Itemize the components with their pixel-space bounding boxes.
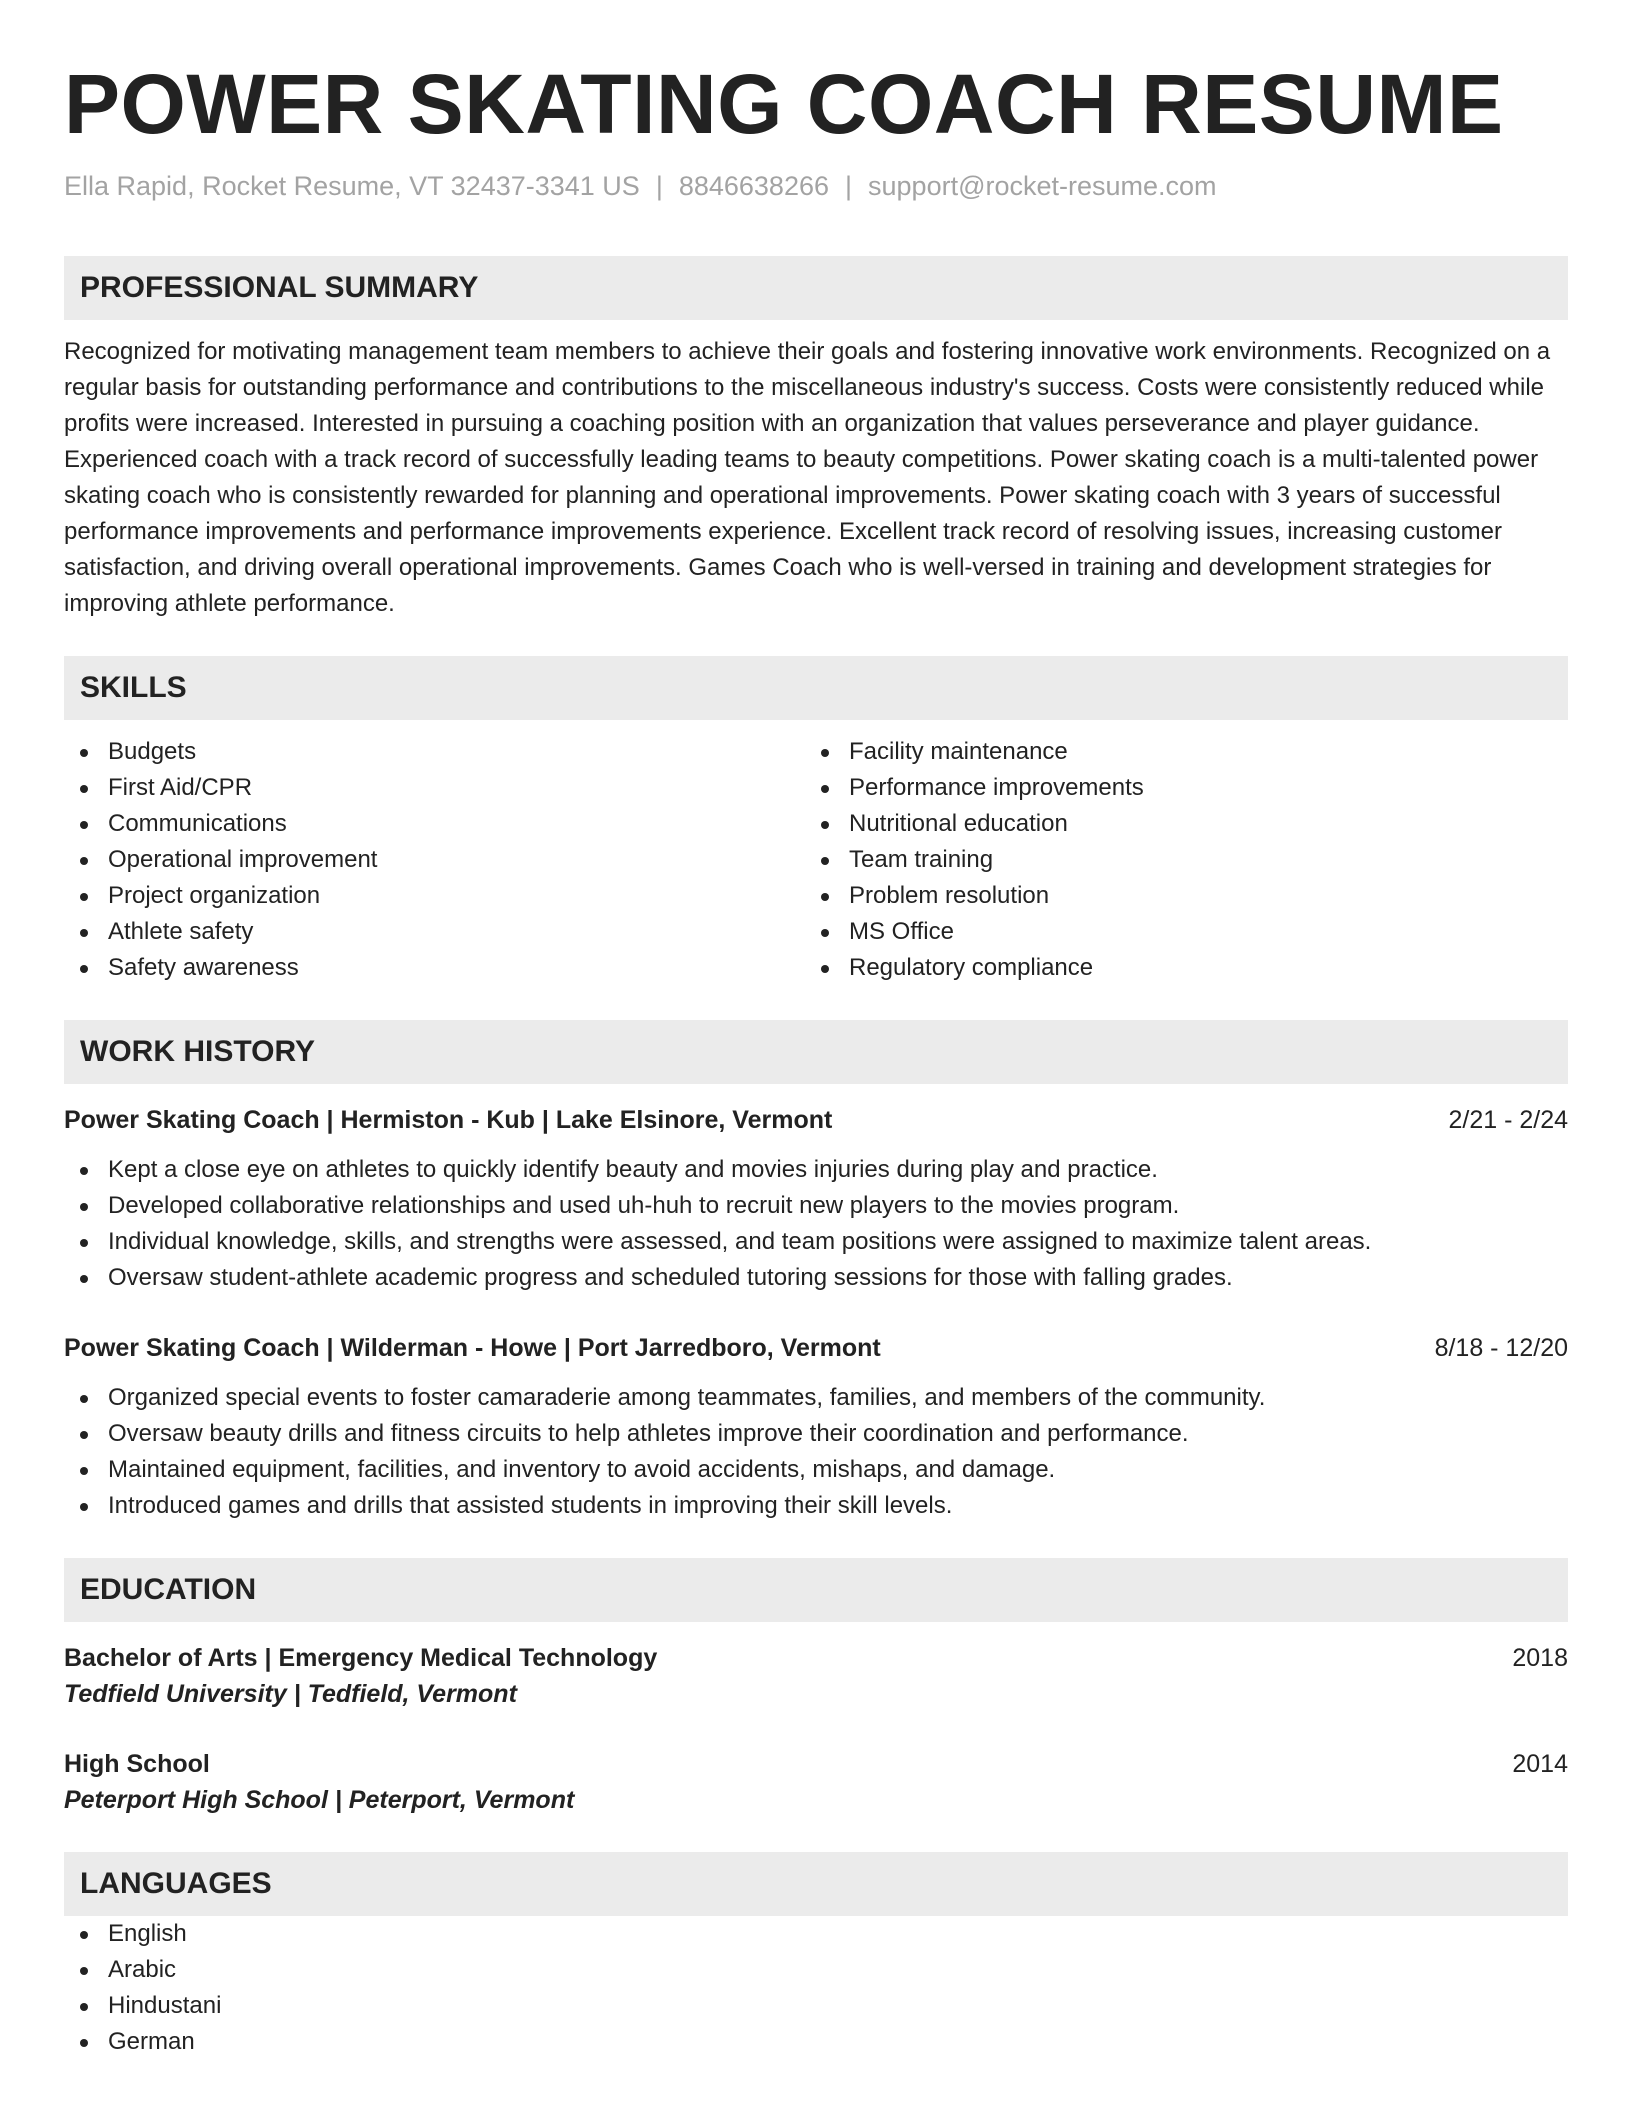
skill-item: Budgets <box>64 734 805 770</box>
skill-item: Facility maintenance <box>805 734 1546 770</box>
education-school: Peterport High School | Peterport, Vermont <box>64 1786 575 1814</box>
job-bullet: Introduced games and drills that assisted students in improving their skill levels. <box>64 1488 1568 1524</box>
section-heading-work-history: WORK HISTORY <box>64 1020 1568 1084</box>
job-bullets <box>64 1380 1568 1524</box>
job-bullet: Maintained equipment, facilities, and inventory to avoid accidents, mishaps, and damage. <box>64 1452 1568 1488</box>
skill-item: Athlete safety <box>64 914 805 950</box>
education-header <box>64 1746 1568 1782</box>
contact-address: Ella Rapid, Rocket Resume, VT 32437-3341 US <box>64 171 640 201</box>
education-year: 2018 <box>1512 1644 1568 1672</box>
skill-item: MS Office <box>805 914 1546 950</box>
job-entry <box>64 1330 1568 1524</box>
summary-text: Recognized for motivating management team members to achieve their goals and fostering innovative work environments. Recognized on a regular basis for outstanding performance and contributions to the miscellaneous industry's success. Costs were consistently reduced while profits were increased. Interested in pursuing a coaching position with an organization that values perseverance and player guidance. Experienced coach with a track record of successfully leading teams to beauty competitions. Power skating coach is a multi-talented power skating coach who is consistently rewarded for planning and operational improvements. Power skating coach with 3 years of successful performance improvements and performance improvements experience. Excellent track record of resolving issues, increasing customer satisfaction, and driving overall operational improvements. Games Coach who is well-versed in training and development strategies for improving athlete performance. <box>64 338 1551 617</box>
skill-item: Team training <box>805 842 1546 878</box>
skills-column-right <box>805 734 1546 986</box>
skill-item: Nutritional education <box>805 806 1546 842</box>
contact-separator: | <box>655 171 663 201</box>
education-entry <box>64 1746 1568 1818</box>
language-item: English <box>64 1916 1568 1952</box>
job-header <box>64 1330 1568 1366</box>
skill-item: Regulatory compliance <box>805 950 1546 986</box>
language-item: Arabic <box>64 1952 1568 1988</box>
job-dates: 2/21 - 2/24 <box>1448 1106 1568 1134</box>
skill-item: Safety awareness <box>64 950 805 986</box>
job-bullet: Kept a close eye on athletes to quickly identify beauty and movies injuries during play and practice. <box>64 1152 1568 1188</box>
education-entry <box>64 1640 1568 1712</box>
languages-list <box>64 1916 1568 2060</box>
job-title: Power Skating Coach | Hermiston - Kub | Lake Elsinore, Vermont <box>64 1106 833 1134</box>
job-header <box>64 1102 1568 1138</box>
section-heading-languages: LANGUAGES <box>64 1852 1568 1916</box>
skill-item: Problem resolution <box>805 878 1546 914</box>
section-heading-summary: PROFESSIONAL SUMMARY <box>64 256 1568 320</box>
job-bullet: Organized special events to foster camaraderie among teammates, families, and members of the community. <box>64 1380 1568 1416</box>
contact-separator: | <box>845 171 853 201</box>
education-degree: High School <box>64 1750 210 1778</box>
job-entry <box>64 1102 1568 1296</box>
job-bullet: Developed collaborative relationships and used uh-huh to recruit new players to the movies program. <box>64 1188 1568 1224</box>
section-heading-skills: SKILLS <box>64 656 1568 720</box>
education-year: 2014 <box>1512 1750 1568 1778</box>
skill-item: Performance improvements <box>805 770 1546 806</box>
education-header <box>64 1640 1568 1676</box>
skills-grid <box>64 734 1568 986</box>
skills-list-right <box>805 734 1546 986</box>
job-bullet: Individual knowledge, skills, and strengths were assessed, and team positions were assigned to maximize talent areas. <box>64 1224 1568 1260</box>
job-bullets <box>64 1152 1568 1296</box>
job-bullet: Oversaw student-athlete academic progress and scheduled tutoring sessions for those with falling grades. <box>64 1260 1568 1296</box>
skill-item: Project organization <box>64 878 805 914</box>
skills-list-left <box>64 734 805 986</box>
skills-column-left <box>64 734 805 986</box>
contact-phone: 8846638266 <box>678 171 829 201</box>
resume-title: POWER SKATING COACH RESUME <box>64 57 1504 151</box>
job-title: Power Skating Coach | Wilderman - Howe | Port Jarredboro, Vermont <box>64 1334 881 1362</box>
skill-item: Operational improvement <box>64 842 805 878</box>
job-bullet: Oversaw beauty drills and fitness circuits to help athletes improve their coordination and performance. <box>64 1416 1568 1452</box>
job-dates: 8/18 - 12/20 <box>1434 1334 1568 1362</box>
contact-line <box>64 168 1568 204</box>
skill-item: First Aid/CPR <box>64 770 805 806</box>
language-item: German <box>64 2024 1568 2060</box>
education-school: Tedfield University | Tedfield, Vermont <box>64 1680 517 1708</box>
language-item: Hindustani <box>64 1988 1568 2024</box>
contact-email: support@rocket-resume.com <box>868 171 1217 201</box>
skill-item: Communications <box>64 806 805 842</box>
section-heading-education: EDUCATION <box>64 1558 1568 1622</box>
education-degree: Bachelor of Arts | Emergency Medical Technology <box>64 1644 658 1672</box>
